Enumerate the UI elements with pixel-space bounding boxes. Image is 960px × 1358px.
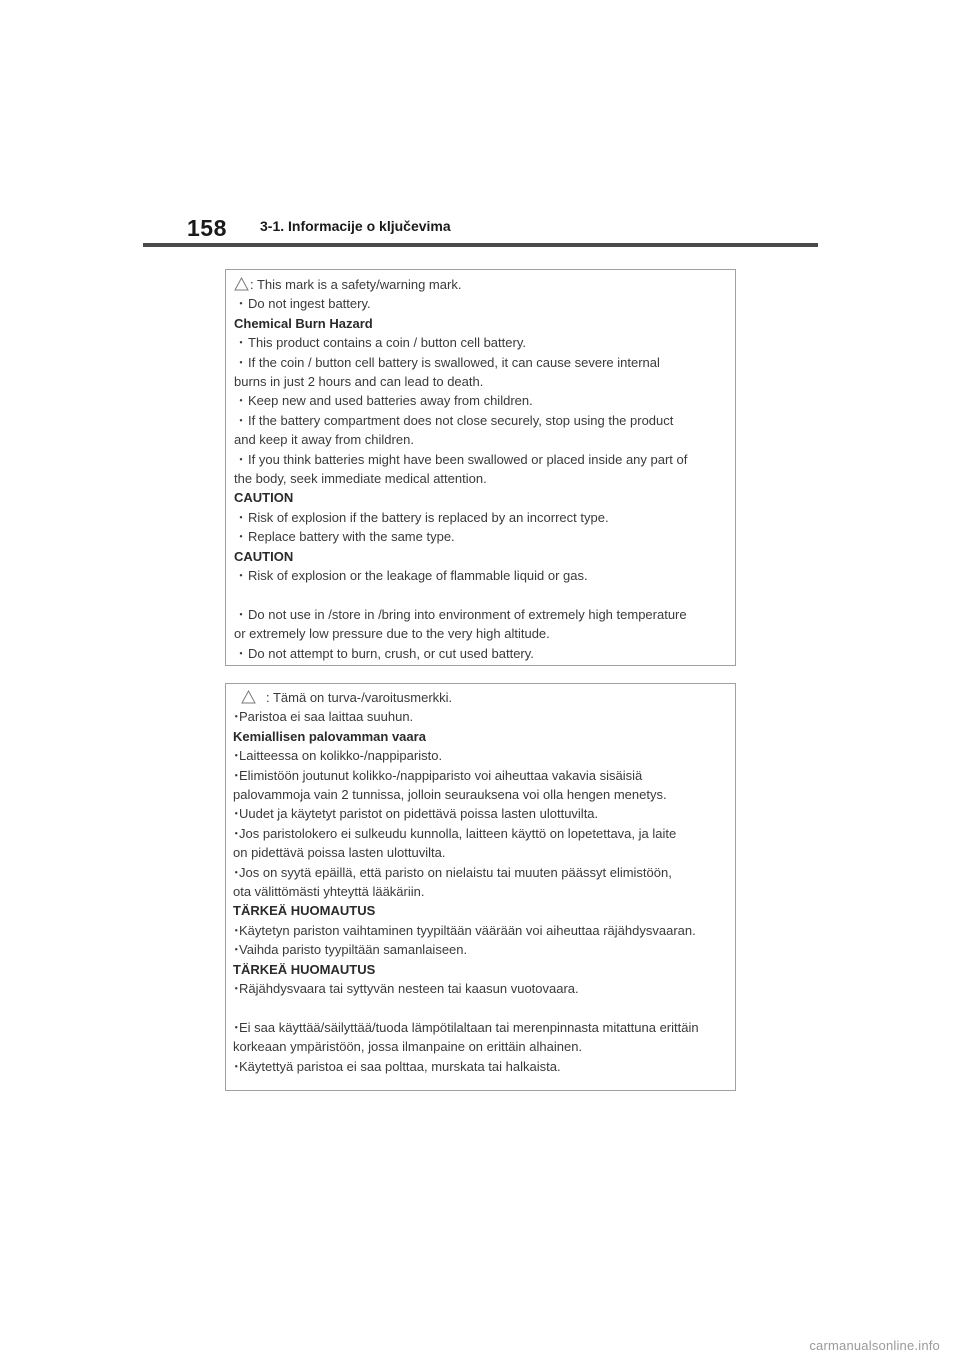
english-warning-box [225, 269, 736, 666]
line-text: TÄRKEÄ HUOMAUTUS [233, 903, 376, 919]
finnish-warning-lines [233, 707, 732, 1076]
bullet-marker: ･ [233, 864, 240, 880]
blank-line [233, 999, 732, 1018]
english-mark-line [234, 275, 727, 294]
warning-text-line [234, 430, 727, 449]
watermark: carmanualsonline.info [809, 1338, 940, 1353]
line-text: or extremely low pressure due to the very high altitude. [234, 626, 550, 642]
line-text: Vaihda paristo tyypiltään samanlaiseen. [239, 942, 468, 958]
line-text: TÄRKEÄ HUOMAUTUS [233, 961, 376, 977]
finnish-mark-line [233, 688, 732, 707]
bullet-marker: ･ [233, 1019, 240, 1035]
warning-triangle-icon [234, 277, 249, 291]
page-number: 158 [187, 215, 227, 241]
warning-heading [233, 727, 732, 746]
line-text: burns in just 2 hours and can lead to death. [234, 374, 484, 390]
bullet-marker: ･ [233, 922, 240, 938]
line-text: Käytettyä paristoa ei saa polttaa, murskata tai halkaista. [239, 1058, 561, 1074]
line-text: korkeaan ympäristöön, jossa ilmanpaine on erittäin alhainen. [233, 1039, 583, 1055]
warning-text-line [233, 785, 732, 804]
finnish-mark-text: : Tämä on turva-/varoitusmerkki. [266, 690, 453, 705]
line-text: Risk of explosion or the leakage of flammable liquid or gas. [248, 568, 588, 584]
warning-text-line [234, 372, 727, 391]
bullet-marker: ・ [234, 606, 248, 622]
warning-heading [234, 488, 727, 507]
section-title: 3-1. Informacije o ključevima [260, 218, 451, 234]
warning-text-line [233, 921, 732, 940]
warning-text-line [234, 469, 727, 488]
line-text: Ei saa käyttää/säilyttää/tuoda lämpötilaltaan tai merenpinnasta mitattuna erittäin [239, 1019, 699, 1035]
line-text: on pidettävä poissa lasten ulottuvilta. [233, 845, 446, 861]
blank-line [234, 586, 727, 605]
line-text: the body, seek immediate medical attention. [234, 471, 487, 487]
line-text: palovammoja vain 2 tunnissa, jolloin seurauksena voi olla hengen menetys. [233, 787, 667, 803]
warning-heading [233, 960, 732, 979]
bullet-marker: ･ [233, 981, 240, 997]
warning-text-line [234, 566, 727, 585]
warning-text-line [234, 411, 727, 430]
warning-heading [233, 901, 732, 920]
line-text: If the coin / button cell battery is swallowed, it can cause severe internal [248, 354, 660, 370]
warning-text-line [233, 766, 732, 785]
bullet-marker: ・ [234, 354, 248, 370]
warning-text-line [233, 1018, 732, 1037]
line-text: Käytetyn pariston vaihtaminen tyypiltään väärään voi aiheuttaa räjähdysvaaran. [239, 922, 696, 938]
line-text: Risk of explosion if the battery is replaced by an incorrect type. [248, 509, 609, 525]
warning-text-line [234, 527, 727, 546]
warning-text-line [233, 824, 732, 843]
line-text: Do not attempt to burn, crush, or cut used battery. [248, 645, 534, 661]
line-text: If the battery compartment does not close securely, stop using the product [248, 412, 674, 428]
line-text: Do not use in /store in /bring into environment of extremely high temperature [248, 606, 687, 622]
bullet-marker: ･ [233, 767, 240, 783]
line-text: Chemical Burn Hazard [234, 315, 373, 331]
bullet-marker: ・ [234, 393, 248, 409]
line-text: Jos paristolokero ei sulkeudu kunnolla, laitteen käyttö on lopetettava, ja laite [239, 825, 677, 841]
warning-text-line [233, 1037, 732, 1056]
line-text: Do not ingest battery. [248, 296, 371, 312]
warning-text-line [233, 940, 732, 959]
warning-text-line [233, 1057, 732, 1076]
warning-text-line [233, 863, 732, 882]
warning-text-line [234, 294, 727, 313]
bullet-marker: ･ [233, 709, 240, 725]
english-mark-text: : This mark is a safety/warning mark. [250, 277, 462, 292]
warning-text-line [233, 804, 732, 823]
warning-text-line [234, 353, 727, 372]
warning-text-line [234, 391, 727, 410]
warning-text-line [234, 605, 727, 624]
bullet-marker: ・ [234, 335, 248, 351]
line-text: Uudet ja käytetyt paristot on pidettävä poissa lasten ulottuvilta. [239, 806, 599, 822]
line-text: Räjähdysvaara tai syttyvän nesteen tai kaasun vuotovaara. [239, 981, 579, 997]
line-text: Kemiallisen palovamman vaara [233, 728, 426, 744]
line-text: Replace battery with the same type. [248, 529, 455, 545]
warning-text-line [233, 746, 732, 765]
bullet-marker: ･ [233, 806, 240, 822]
line-text: Paristoa ei saa laittaa suuhun. [239, 709, 414, 725]
line-text: Elimistöön joutunut kolikko-/nappiparisto voi aiheuttaa vakavia sisäisiä [239, 767, 643, 783]
bullet-marker: ･ [233, 825, 240, 841]
line-text: CAUTION [234, 548, 294, 564]
line-text: Keep new and used batteries away from children. [248, 393, 533, 409]
warning-heading [234, 547, 727, 566]
line-text: and keep it away from children. [234, 432, 414, 448]
bullet-marker: ・ [234, 296, 248, 312]
bullet-marker: ・ [234, 568, 248, 584]
warning-heading [234, 314, 727, 333]
bullet-marker: ・ [234, 451, 248, 467]
warning-text-line [234, 450, 727, 469]
header-rule [143, 243, 818, 247]
english-warning-lines [234, 294, 727, 663]
line-text: Jos on syytä epäillä, että paristo on nielaistu tai muuten päässyt elimistöön, [239, 864, 672, 880]
line-text: This product contains a coin / button cell battery. [248, 335, 526, 351]
warning-text-line [234, 644, 727, 663]
warning-text-line [233, 882, 732, 901]
line-text: CAUTION [234, 490, 294, 506]
bullet-marker: ・ [234, 529, 248, 545]
warning-triangle-icon [241, 690, 256, 704]
bullet-marker: ・ [234, 412, 248, 428]
line-text: Laitteessa on kolikko-/nappiparisto. [239, 748, 443, 764]
warning-text-line [234, 508, 727, 527]
warning-text-line [233, 707, 732, 726]
bullet-marker: ･ [233, 748, 240, 764]
bullet-marker: ･ [233, 942, 240, 958]
warning-text-line [233, 843, 732, 862]
warning-text-line [234, 624, 727, 643]
bullet-marker: ･ [233, 1058, 240, 1074]
warning-text-line [234, 333, 727, 352]
warning-text-line [233, 979, 732, 998]
bullet-marker: ・ [234, 509, 248, 525]
line-text: ota välittömästi yhteyttä lääkäriin. [233, 884, 425, 900]
bullet-marker: ・ [234, 645, 248, 661]
finnish-warning-box [225, 683, 736, 1091]
line-text: If you think batteries might have been swallowed or placed inside any part of [248, 451, 688, 467]
